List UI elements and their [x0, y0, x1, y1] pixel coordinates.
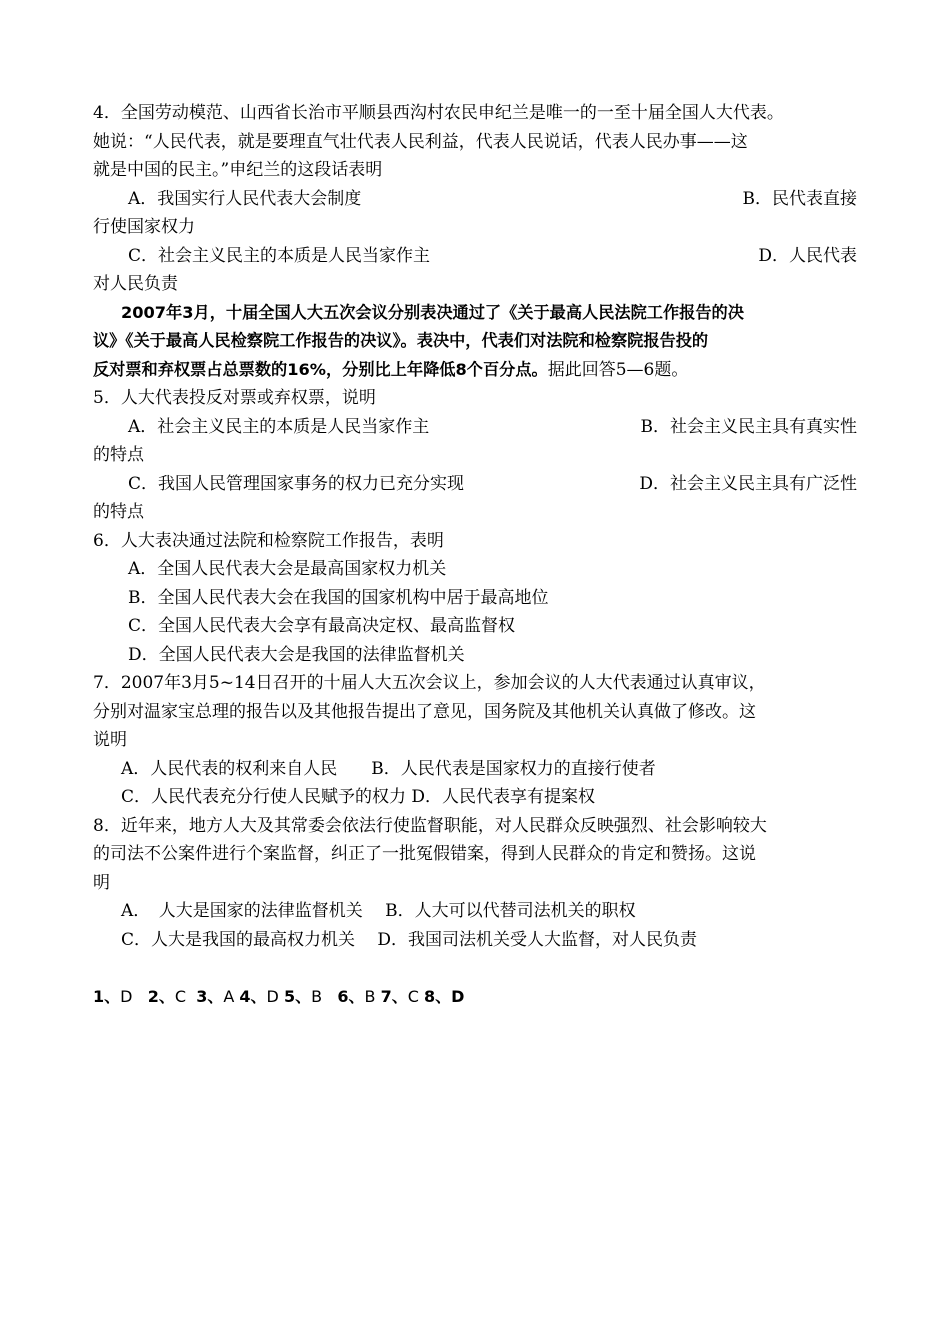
option-d-continuation: 对人民负责: [93, 274, 178, 294]
question-4-options-ab: [93, 185, 857, 214]
question-7-options-cd: C．人民代表充分行使人民赋予的权力 D．人民代表享有提案权: [121, 787, 596, 807]
option-d: D．人民代表: [758, 245, 857, 266]
option-d: D．全国人民代表大会是我国的法律监督机关: [128, 644, 465, 665]
question-5: [93, 384, 857, 527]
question-8-stem-line-3: 明: [93, 872, 110, 893]
material-line-3: [93, 356, 857, 385]
document-page: [93, 99, 857, 1011]
answer-key: [93, 983, 857, 1012]
option-b: B．民代表直接: [742, 188, 857, 209]
question-7-stem-line-3: 说明: [93, 730, 127, 750]
answer-8: D: [451, 986, 465, 1006]
material-line-1: 2007年3月，十届全国人大五次会议分别表决通过了《关于最高人民法院工作报告的决: [121, 302, 744, 322]
answer-num-5: 5、: [283, 986, 312, 1006]
answer-4: D: [266, 986, 279, 1006]
answer-7: C: [407, 986, 419, 1006]
material-line-3-bold: 反对票和弃权票占总票数的16%，分别比上年降低8个百分点。: [93, 359, 548, 379]
answer-2: C: [174, 986, 187, 1006]
answer-1: D: [120, 986, 133, 1006]
question-7-options-ab: A．人民代表的权利来自人民 B．人民代表是国家权力的直接行使者: [121, 758, 656, 779]
option-a: A．我国实行人民代表大会制度: [128, 188, 362, 209]
question-4-stem-line-2: 她说：“人民代表，就是要理直气壮代表人民利益，代表人民说话，代表人民办事——这: [93, 131, 748, 152]
answer-3: A: [223, 986, 235, 1006]
answer-num-6: 6、: [337, 986, 365, 1006]
question-4-options-cd: [93, 242, 857, 271]
question-6: [93, 527, 857, 670]
answer-num-3: 3、: [196, 986, 224, 1006]
answer-5: B: [311, 986, 323, 1006]
question-8-stem-line-2: 的司法不公案件进行个案监督，纠正了一批冤假错案，得到人民群众的肯定和赞扬。这说: [93, 844, 756, 864]
answer-num-2: 2、: [147, 986, 175, 1006]
question-8-stem-line-1: 8．近年来，地方人大及其常委会依法行使监督职能，对人民群众反映强烈、社会影响较大: [93, 815, 767, 836]
answer-num-1: 1、: [93, 986, 121, 1006]
material-line-2: 议》《关于最高人民检察院工作报告的决议》。表决中，代表们对法院和检察院报告投的: [93, 331, 709, 350]
option-b-continuation: 行使国家权力: [93, 217, 195, 237]
question-4-stem-line-3: 就是中国的民主。”申纪兰的这段话表明: [93, 160, 383, 180]
option-b: B．全国人民代表大会在我国的国家机构中居于最高地位: [128, 587, 549, 608]
question-5-options-cd: [93, 470, 857, 499]
question-7-stem-line-2: 分别对温家宝总理的报告以及其他报告提出了意见，国务院及其他机关认真做了修改。这: [93, 701, 756, 722]
material-line-3-normal: 据此回答5—6题。: [547, 359, 689, 380]
question-5-options-ab: [93, 413, 857, 442]
option-c: C．全国人民代表大会享有最高决定权、最高监督权: [128, 616, 516, 636]
answer-num-8: 8、: [423, 986, 452, 1006]
option-c: C．社会主义民主的本质是人民当家作主: [128, 245, 431, 266]
question-8-options-cd: C．人大是我国的最高权力机关 D．我国司法机关受人大监督，对人民负责: [121, 929, 698, 950]
question-8: [93, 812, 857, 955]
answer-num-7: 7、: [380, 986, 408, 1006]
option-c: C．我国人民管理国家事务的权力已充分实现: [128, 473, 465, 494]
question-4-stem-line-1: 4．全国劳动模范、山西省长治市平顺县西沟村农民申纪兰是唯一的一至十届全国人大代表。: [93, 103, 784, 123]
question-7: [93, 669, 857, 812]
option-b: B．社会主义民主具有真实性: [640, 416, 857, 437]
answer-6: B: [364, 986, 376, 1006]
option-a: A．全国人民代表大会是最高国家权力机关: [128, 559, 447, 579]
material-passage: [93, 299, 857, 385]
question-7-stem-line-1: 7．2007年3月5~14日召开的十届人大五次会议上，参加会议的人大代表通过认真审议，: [93, 673, 766, 693]
question-5-stem: 5．人大代表投反对票或弃权票，说明: [93, 388, 376, 408]
option-a: A．社会主义民主的本质是人民当家作主: [128, 416, 430, 437]
question-8-options-ab: A． 人大是国家的法律监督机关 B．人大可以代替司法机关的职权: [121, 901, 636, 921]
question-4: [93, 99, 857, 299]
answer-num-4: 4、: [239, 986, 267, 1006]
option-b-continuation: 的特点: [93, 445, 144, 465]
spacer: [93, 954, 857, 983]
question-6-stem: 6．人大表决通过法院和检察院工作报告，表明: [93, 530, 444, 551]
option-d: D．社会主义民主具有广泛性: [639, 473, 857, 494]
option-d-continuation: 的特点: [93, 502, 144, 522]
